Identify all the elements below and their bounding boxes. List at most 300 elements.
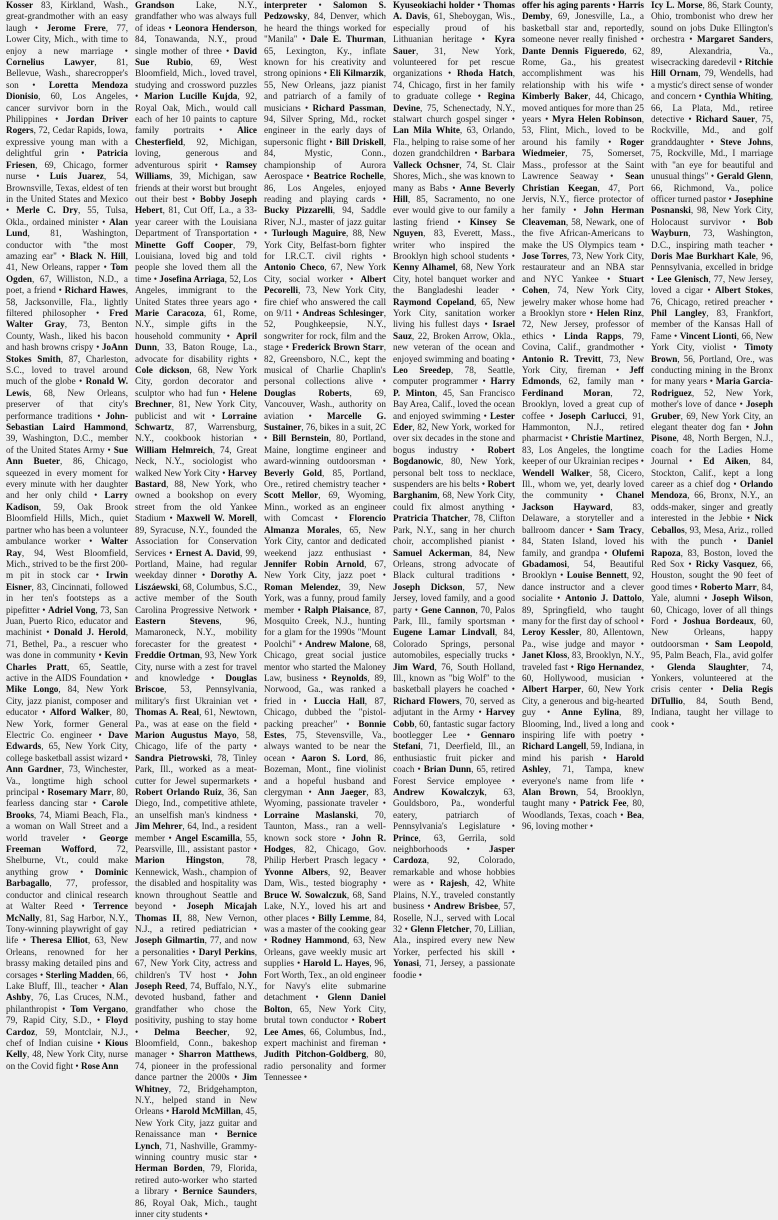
entry-name: Kevin Charles Pratt — [6, 650, 128, 672]
entry-name: Phil Langley — [651, 307, 707, 318]
entry-name: Maxwell W. Morell — [176, 513, 255, 524]
entry-text: , 81, Sag Harbor, N.Y., Tony-winning playwright of gay life • — [6, 912, 128, 946]
entry-name: Antonio R. Trevitt — [522, 353, 601, 364]
entry-name: Lee Glenisch — [657, 273, 709, 284]
entry-text: , 58, Newark, one of the five African-Americans to make the US Olympics team • — [522, 216, 644, 250]
entry-name: Cornelius Lawyer — [6, 57, 95, 68]
entry-name: Gennaro Stefani — [393, 730, 515, 752]
entry-text: , 68, New York City, could fix almost anything • — [393, 490, 515, 512]
entry-text: , 65, Seattle, active in the AIDS Foundation • — [6, 661, 128, 683]
entry-text: , 73, Washington, D.C., inspiring math teacher • — [651, 228, 773, 250]
entry-name: John-Sebastian Laird Hammond — [6, 410, 128, 433]
entry-text: , 66, Bronx, N.Y., an odds-maker, singer and greatly interested in the Jebbie • — [651, 490, 773, 524]
entry-name: Helene Brechner — [135, 387, 257, 410]
entry-name: Alford Walker — [50, 707, 110, 718]
entry-text: , 69, Chicago, former nurse • — [6, 159, 128, 182]
obituary-entry — [135, 753, 257, 786]
entry-name: Marie Caracoza — [135, 307, 204, 318]
entry-name: Luccia Hall — [313, 695, 365, 706]
entry-text: , 84, New Orleans, strong advocate of Black cultural traditions • — [393, 547, 515, 581]
entry-name: Tom Vergano — [70, 1003, 126, 1014]
entry-text: • — [474, 0, 484, 10]
obituary-entry — [264, 433, 386, 466]
entry-name: Wendell Walker — [522, 467, 590, 478]
entry-name: Harvey Bastard — [135, 467, 257, 490]
obituary-entry — [393, 262, 515, 295]
entry-text: , 72, Bridgehampton, N.Y., helped stand in New Orleans • — [135, 1083, 257, 1117]
entry-text: , 94, Silver Spring, Md., rocket engineer in the early days of supersonic flight • — [264, 102, 386, 147]
entry-text: , 67, Williston, N.D., a poet, a friend • — [6, 273, 128, 296]
entry-text: , 85, Sacramento, no one ever would give to our family a lasting friend • — [393, 193, 515, 227]
entry-name: William Helmreich — [135, 444, 213, 455]
entry-text: , 69, Wyoming, Minn., worked as an engineer with Comcast • — [264, 490, 386, 524]
entry-name: Minette Goff Cooper — [135, 239, 233, 250]
entry-name: Douglas Roberts — [264, 387, 350, 398]
obituary-entry — [264, 1049, 386, 1082]
entry-name: JoAnn Stokes Smith — [6, 342, 128, 364]
entry-name: Israel Sauz — [393, 319, 515, 341]
entry-text: , 57, Roselle, N.J., served with Local 32 • — [393, 901, 516, 934]
entry-name: Gene Cannon — [420, 604, 476, 615]
entry-name: Jordan Driver Rogers — [6, 114, 128, 136]
entry-text: , 83, Wyoming, passionate traveler • — [264, 787, 387, 809]
entry-name: Angel Escamilla — [175, 832, 240, 843]
entry-text: , 74, Buffalo, N.Y., devoted husband, father and grandfather who chose the positivity, pushing to stay home • — [135, 980, 257, 1037]
entry-text: , 94, Saddle River, N.J., master of jazz guitar • — [264, 205, 386, 239]
entry-name: Ann Jaeger — [317, 787, 367, 798]
entry-text: , 92, Royal Oak, Mich., would call each of her 10 paints to capture family portraits • — [135, 91, 258, 136]
entry-name: Dave Edwards — [6, 730, 128, 752]
entry-text: 83, Kirkland, Wash., great-grandmother with an easy laugh • — [6, 0, 128, 33]
entry-text: , 99, Portland, Maine, had regular weekday dinner • — [135, 547, 257, 581]
entry-text: , 65, New York City, brutal town conductor • — [264, 1003, 386, 1026]
entry-name: Christie Martinez — [571, 433, 642, 444]
entry-text: , 74, St. Clair Shores, Mich., she was known to many as Babs • — [393, 159, 515, 193]
entry-name: Scott Mellor — [264, 490, 319, 501]
entry-name: Bucky Pizzarelli — [264, 205, 333, 216]
entry-name: Jose Torres — [522, 250, 567, 261]
entry-text: , 82, Chicago, Gov. Philip Herbert Prasch legacy • — [264, 844, 386, 866]
entry-text: , 55, Tulsa, Okla., ordained minister • — [6, 205, 128, 227]
entry-text: , 83, Frankfort, member of the Kansas Hall of Fame • — [651, 307, 773, 341]
entry-text: , 53, Pennsylvania, military's first Ukrainian vet • — [135, 684, 257, 706]
entry-name: Glenn Daniel Bolton — [264, 992, 386, 1014]
entry-name: Lorraine Maslanski — [264, 809, 356, 820]
entry-name: Leroy Kessler — [522, 627, 580, 638]
entry-text: , 48, New York City, nurse on the Covid fight • — [6, 1049, 128, 1071]
entry-name: Alan Brown — [522, 787, 576, 798]
entry-text: , 84, Tonawanda, N.Y., proud single mother of three • — [135, 22, 257, 56]
entry-name: Harold L. Hayes — [303, 958, 370, 969]
entry-name: Sharron Matthews — [178, 1049, 255, 1060]
entry-name: David Sue Rubio — [135, 45, 257, 68]
entry-text: , 61, Newtown, Pa., was at ease on the field • — [135, 707, 257, 729]
entry-text: , 73, Benton County, Wash., liked his bacon and hash browns crispy • — [6, 319, 128, 353]
entry-text: , 78, Tinley Park, Ill., worked as a meat-cutter for Jewel supermarkets • — [135, 752, 257, 786]
entry-name: Joseph Gilmartin — [135, 935, 205, 946]
entry-name: Leonora Henderson — [175, 22, 255, 33]
entry-text: , 78, Kennewick, Wash., champion of the disabled and hospitality was known throughout Seattle and beyond • — [135, 855, 257, 912]
entry-text: , 58, Chicago, life of the party • — [135, 730, 258, 752]
entry-text: , 69, Jonesville, La., a basketball star and, reportedly, someone never really finished • — [522, 11, 644, 45]
entry-name: Anne Beverly Hill — [393, 182, 515, 204]
entry-name: Robert Bogdanowic — [393, 444, 515, 467]
entry-text: , 92, Bloomfield, Conn., bakeshop manager • — [135, 1026, 257, 1060]
entry-text: , 62, family man • — [559, 376, 644, 387]
entry-name: Dale E. Thurman — [310, 34, 384, 45]
entry-name: Orlando Mendoza — [651, 479, 773, 501]
entry-text: , 86, Los Angeles, enjoyed reading and playing cards • — [264, 171, 386, 204]
entry-name: John Herman Cleaveman — [522, 205, 644, 227]
entry-text: , 71, Bethel, Pa., a rescuer who was done in community • — [6, 627, 128, 661]
entry-text: • — [609, 0, 618, 10]
entry-name: Yvonne Albers — [264, 866, 328, 877]
entry-text: , 78, Seattle, computer programmer • — [393, 365, 515, 387]
entry-text: , 66, Lake Bluff, Ill., teacher • — [6, 969, 128, 991]
entry-text: , 73, Winchester, Va., longtime high school principal • — [6, 764, 128, 798]
entry-text: , 63, New Orleans, gave weekly music art supplies • — [264, 935, 387, 969]
entry-text: , 84, was a master of the cooking gear • — [264, 912, 386, 946]
entry-name: Kimberly Baker — [522, 91, 589, 102]
entry-name: Eli Kilmarzik — [329, 68, 384, 79]
obituary-entry — [522, 354, 644, 375]
entry-text: , 91, Hammonton, N.J., retired pharmacist • — [522, 410, 644, 444]
entry-name: Larry Kadison — [6, 490, 128, 512]
entry-name: Harry P. Minton — [393, 376, 515, 398]
entry-text: , 92, Colorado, remarkable and whose hobbies were as • — [393, 855, 515, 889]
entry-name: Bobby Joseph Hebert — [135, 193, 257, 216]
entry-name: Aaron S. Lord — [301, 752, 366, 763]
obituary-entry — [135, 707, 257, 728]
entry-text: , 96, Mamaroneck, N.Y., mobility forecaster for the greatest • — [135, 615, 257, 649]
text-column-2 — [133, 0, 262, 1220]
entry-name: Kosser — [6, 0, 34, 10]
entry-text: , 45, New York City, jazz guitar and Renaissance man • — [135, 1106, 257, 1140]
entry-text: , 60, Chicago, lover of all things Ford • — [651, 593, 773, 626]
entry-text: , 55, New Orleans, jazz pianist and patriarch of a family of musicians • — [264, 68, 386, 113]
entry-name: Doris Mae Burkhart Kale — [651, 250, 756, 261]
entry-name: Merle C. Dry — [16, 205, 78, 216]
entry-name: Bill Driskell — [335, 136, 384, 147]
entry-text: , 88, New York City, Belfast-born fighter for I.R.C.T. civil rights • — [264, 228, 386, 261]
obituary-columns — [4, 0, 774, 1220]
entry-name: Ann Gardner — [6, 764, 62, 775]
entry-name: Glenn Fletcher — [410, 923, 470, 934]
entry-name: Sterling Madden — [45, 969, 112, 980]
entry-name: Eastern Stevens — [135, 615, 220, 626]
entry-text: , 68, New York City, hotel banquet worker and the Bangladeshi leader • — [393, 262, 515, 296]
entry-name: Freddie Ortman — [135, 650, 200, 661]
entry-text: , 60, New York City, a generous and big-hearted guy • — [522, 684, 644, 718]
entry-name: Timoty Brown — [651, 342, 773, 364]
entry-name: Herman Borden — [135, 1163, 203, 1174]
entry-text: , 83, Everett, Mass., writer who inspired the Brooklyn high school students • — [393, 228, 515, 261]
entry-text: , 70, Palos Park, Ill., family sportsman • — [393, 604, 515, 626]
entry-text: , 72, Cedar Rapids, Iowa, expressive young man with a delightful grin • — [6, 125, 128, 159]
entry-name: April Dunn — [135, 330, 257, 353]
entry-name: Bill Bernstein — [272, 433, 329, 444]
entry-text: , 72, Shelburne, Vt., could make anything grow • — [6, 844, 129, 877]
entry-name: Prince — [393, 832, 419, 843]
entry-text: , 66, Columbus, Ind., expert machinist and fireman • — [264, 1026, 387, 1048]
entry-text: , 41, New Orleans, rapper • — [6, 250, 128, 273]
entry-text: , 33, Baton Rouge, La., advocate for disability rights • — [135, 342, 257, 364]
entry-text: , 76, Chicago, retired preacher • — [651, 285, 773, 307]
entry-name: Daniel Rapoza — [651, 536, 773, 558]
entry-text: , 44, Chicago, moved antiques for more than 25 years • — [522, 91, 644, 125]
obituary-entry — [393, 548, 515, 581]
entry-name: Regina Devine — [393, 91, 515, 113]
entry-text: , 66, New York City, violist • — [651, 330, 773, 353]
entry-text: , 89, Springfield, who taught many for the first day of school • — [522, 593, 644, 626]
entry-text: , 93, New York City, nurse with a zest for travel and knowledge • — [135, 650, 258, 683]
entry-name: Irwin Eisner — [6, 570, 128, 592]
entry-text: , 87, Chicago, dubbed the "pistol-packing preacher" • — [264, 695, 386, 729]
entry-text: , 82, Greensboro, N.C., kept the musical of Charlie Chaplin's personal collections alive • — [264, 342, 386, 387]
entry-text: , 71, Deerfield, Ill., an enthusiastic fruit picker and coach • — [393, 741, 515, 775]
entry-name: Richard Langell — [522, 741, 587, 752]
entry-text: , 47, Port Jervis, N.Y., fierce protector of her family • — [522, 182, 644, 216]
entry-name: Patricia Friesen — [6, 148, 128, 170]
entry-text: , 80, New York, former General Electric Co. engineer • — [6, 707, 128, 740]
entry-name: Bruce W. Sowalczuk — [264, 889, 347, 900]
entry-name: Albert Pecorelli — [264, 273, 386, 296]
entry-name: Turlough Maguire — [271, 228, 347, 239]
entry-text: , 66, La Plata, Md., retiree detective • — [651, 91, 773, 125]
entry-name: Stuart Cohen — [522, 273, 644, 296]
entry-name: Lan Mila White — [393, 125, 460, 136]
entry-text: , 76, Las Cruces, N.M., philanthropist • — [6, 992, 128, 1014]
obituary-entry — [264, 228, 386, 261]
entry-name: Nick Ceballos — [651, 513, 773, 535]
entry-name: George Freeman Wofford — [6, 832, 128, 855]
entry-text: , 80, Allentown, Pa., wise judge and mayor • — [522, 627, 645, 649]
entry-name: Leo Sreedep — [393, 365, 451, 375]
entry-text: , 84, Denver, which he heard the things worked for "Manila" • — [264, 11, 386, 45]
entry-text: , 68, Columbus, S.C., active member of the South Carolina Progressive Network • — [135, 581, 257, 615]
entry-text: , 83, Brooklyn, N.Y., traveled fast • — [522, 650, 644, 672]
entry-text: , 74, Yonkers, volunteered at the crisis center • — [651, 661, 774, 695]
entry-name: Billy Lemme — [318, 912, 370, 923]
entry-name: Judith Pitchon-Goldberg — [264, 1049, 367, 1060]
entry-name: Bonnie Estes — [264, 718, 386, 740]
text-column-6 — [649, 0, 778, 729]
entry-name: Marcelle G. Sustainer — [264, 410, 387, 433]
entry-text: , 56, Portland, Ore., was conducting mining in the Bronx for many years • — [651, 353, 773, 387]
entry-text: , 66, Richmond, Va., police officer turned pastor • — [651, 171, 773, 204]
entry-name: Lester Eder — [393, 410, 515, 433]
entry-text: , 84, Stockton, Calif., kept a long career as a chief dog • — [651, 456, 774, 490]
entry-name: Ferdinand Moran — [522, 387, 611, 398]
entry-name: Joshua Bordeaux — [682, 615, 754, 626]
entry-text: , 77, professor, conductor and clinical research at Walter Reed • — [6, 878, 128, 912]
entry-name: Andrew Brisbee — [433, 901, 499, 912]
entry-name: Richard Passman — [312, 102, 384, 113]
entry-text: , 68, Sand Lake, N.Y., loved his art and other places • — [264, 889, 386, 923]
text-column-1 — [4, 0, 133, 1071]
entry-text: , 60, Hollywood, musician • — [522, 661, 644, 683]
entry-name: Kyra Sauer — [393, 34, 515, 56]
entry-text: , 68, New York City, gordon decorator and sculptor who had fun • — [135, 365, 257, 398]
entry-name: Josefina Arriaga — [159, 273, 225, 284]
entry-text: , 73, San Juan, Puerto Rico, educator and machinist • — [6, 604, 128, 638]
entry-text: , 83, Cincinnati, followed in her ten's footsteps as a pipefitter • — [6, 581, 128, 615]
text-column-4 — [391, 0, 520, 980]
entry-text: , 69, New York City, an elegant theater dog fan • — [651, 410, 773, 433]
entry-name: Rose Ann — [80, 1060, 119, 1071]
entry-text: , 84, South Bend, Indiana, taught her village to cook • — [651, 695, 773, 729]
entry-name: Joseph Wilson — [711, 593, 771, 604]
entry-text: , 70, Taunton, Mass., ran a well-known sock store • — [264, 809, 387, 843]
entry-text: , 83, Delaware, a storyteller and a ballroom dancer • — [522, 501, 644, 535]
entry-name: Andrew Kowalczyk — [393, 787, 485, 798]
entry-text: , 68, New Orleans, preserver of that city's performance traditions • — [6, 387, 128, 421]
entry-text: , 60, fantastic sugar factory bootlegger Lee • — [393, 718, 515, 740]
entry-name: Bob Wayburn — [651, 216, 773, 239]
entry-text: , 31, New York, volunteered for pet rescue organizations • — [393, 45, 515, 79]
entry-text: , 58, Jacksonville, Fla., lightly filtered philosopher • — [6, 285, 128, 318]
entry-name: Ramsey Williams — [135, 159, 257, 182]
entry-name: Marion Hingston — [135, 855, 222, 866]
entry-text: , 89, Norwood, Ga., was ranked a fried in • — [264, 672, 386, 706]
entry-text: , 81, Cut Off, La., a 33-year career with the Louisiana Department of Transportation • — [135, 205, 257, 239]
entry-name: Jerome Frere — [46, 22, 106, 33]
entry-text: , 81, New York City, publicist and wit • — [135, 399, 257, 421]
entry-text: , 52, Poughkeepsie, N.Y., songwriter for rock, film and the stage • — [264, 307, 386, 353]
entry-text: , 39, New York, was a funny, proud family member • — [264, 581, 386, 615]
entry-text: , 93, Mesa, Ariz., rolled with the punch • — [651, 524, 773, 547]
entry-name: Helen Rinz — [596, 307, 642, 318]
entry-name: Bernice Saunders — [182, 1186, 255, 1197]
entry-text: , 67, New York City, actress and children's TV host • — [135, 946, 257, 980]
entry-text: , 22, Broken Arrow, Okla., new veteran of the ocean and enjoyed swimming and boating • — [393, 330, 515, 364]
entry-text: , 80, Woodlands, Texas, coach • — [522, 798, 645, 820]
entry-text: , 72, Brooklyn, loved a great cup of coffee • — [522, 387, 644, 421]
entry-text: , 84, New York City, jazz pianist, composer and educator • — [6, 684, 128, 718]
entry-text: , 79, Rapid City, S.D., • — [6, 1003, 128, 1026]
entry-text: , 88, New York, who owned a bookshop on every street from the old Yankee Stadium • — [135, 479, 257, 524]
obituary-entry — [264, 0, 333, 10]
entry-name: Sam Leopold — [714, 638, 771, 649]
entry-name: Sam Tracy — [597, 524, 642, 535]
entry-text: , 70, served as adjutant in the Army • — [393, 695, 515, 718]
entry-name: John Pisone — [651, 422, 773, 444]
entry-text: , 81, Bellevue, Wash., sharecropper's son • — [6, 57, 129, 90]
entry-text: , 63, Orlando, Fla., helping to raise some of her dozen grandchildren • — [393, 125, 515, 159]
entry-text: , 76, South Holland, Ill., known as "big Wolf" to the basketball players he coached • — [393, 661, 515, 695]
entry-name: Eugene Lamar Lindvall — [393, 627, 495, 638]
entry-name: offer his aging parents — [522, 0, 610, 10]
text-column-3 — [262, 0, 391, 1083]
entry-text: , 62, Rome, Ga., his greatest accomplishment was his relationship with his wife • — [522, 45, 644, 90]
entry-name: Lorraine Schwartz — [135, 410, 257, 433]
entry-text: , 77, and now a personalities • — [135, 935, 258, 957]
entry-name: Robert Orlando Ruiz — [135, 787, 222, 798]
entry-name: Thomas A. Real — [135, 707, 200, 718]
entry-name: Daryl Perkins — [198, 946, 255, 957]
entry-text: , 75, Schenectady, N.Y., stalwart church gospel singer • — [393, 102, 515, 125]
entry-text: , 84, Colorado Springs, personal automobiles, especially trucks • — [393, 627, 516, 661]
entry-name: Margaret Sanders — [696, 34, 771, 45]
entry-name: Sue Ann Bueter — [6, 444, 128, 467]
entry-name: Jasper Cardoza — [393, 844, 515, 866]
entry-name: Yonasi — [393, 958, 420, 969]
entry-text: , 79, Florida, retired auto-worker who started a library • — [135, 1163, 257, 1197]
entry-name: Chanel Jackson Hayward — [522, 490, 644, 512]
entry-text: , 45, San Francisco Bay Area, Calif., loved the ocean and enjoyed swimming • — [393, 387, 516, 421]
entry-text: , 77, Lower City, Mich., with time to enjoy a new marriage • — [6, 22, 129, 56]
entry-name: Joseph Carlucci — [558, 410, 625, 421]
obituary-entry — [393, 627, 515, 660]
entry-name: Brian Dunn — [423, 764, 472, 775]
obituary-entry — [393, 513, 515, 546]
entry-name: Rajesh — [439, 878, 467, 889]
entry-name: Louise Bennett — [566, 570, 627, 581]
entry-text: , 89, Blooming, Ind., lived a long and inspiring life with poetry • — [522, 707, 644, 740]
entry-name: Harris Demby — [522, 0, 645, 22]
entry-name: Richard Hawes — [64, 285, 126, 296]
entry-name: Bea — [626, 809, 642, 820]
entry-name: Rodney Hammond — [271, 935, 348, 946]
entry-text: , 65, Lexington, Ky., inflate known for his creativity and strong opinions • — [264, 34, 386, 79]
obituary-entry — [522, 627, 644, 648]
entry-text: , 67, New York City, social worker • — [264, 262, 386, 284]
obituary-entry — [522, 46, 644, 90]
entry-text: , 81, Washington, conductor with "the most amazing ear" • — [6, 228, 128, 261]
entry-name: Loretta Mendoza Dionisio — [6, 79, 128, 102]
entry-text: , 77, New Jersey, loved a cigar • — [651, 273, 773, 296]
entry-name: Ernest A. David — [175, 547, 241, 558]
entry-text: , 68, Chicago, great social justice mentor who started the Maloney Law, business • — [264, 638, 387, 683]
entry-text: , 59, Indiana, in mind his parish • — [522, 741, 645, 763]
entry-text: , 71, Tampa, knew everyone's name from life • — [522, 764, 644, 786]
entry-name: Andreas Schlesinger — [302, 307, 384, 318]
entry-text: , 89, Alexandria, Va., wisecracking daredevil • — [651, 34, 773, 68]
entry-name: Rhoda Hatch — [456, 68, 513, 79]
entry-text: , 87, Mosquito Creek, N.J., hunting for a glam for the 1990s "Mount Poolchi" • — [264, 604, 386, 649]
entry-name: Ricky Vasquez — [695, 558, 756, 569]
entry-text: , 79, Louisiana, loved big and told people she loved them all the time • — [135, 239, 257, 284]
entry-name: Douglas Briscoe — [135, 672, 257, 695]
entry-text: , 52, Los Angeles, immigrant to the United States three years ago • — [135, 273, 257, 307]
entry-name: Harold Ashley — [522, 752, 644, 775]
obituary-entry — [264, 468, 386, 489]
entry-name: Sandra Pietrowski — [135, 752, 211, 763]
entry-text: , 76, bikes in a suit, 2C • — [264, 422, 386, 444]
entry-name: Josephine Posnanski — [651, 193, 773, 216]
entry-name: Samuel Ackerman — [393, 547, 470, 558]
entry-name: Jim Ward — [393, 661, 435, 672]
obituary-entry — [135, 787, 257, 820]
entry-text: , 39, Washington, D.C., member of the United States Army • — [6, 422, 128, 455]
entry-text: , 89, Syracuse, N.Y., founded the Association for Conservation Services • — [135, 513, 257, 558]
entry-text: , 87, Charleston, S.C., loved to travel around much of the globe • — [6, 353, 128, 387]
entry-name: Icy L. Morse — [651, 0, 703, 10]
entry-name: Myra Helen Robinson — [552, 114, 642, 125]
obituary-entry — [393, 958, 515, 979]
entry-text: , 73, New York City, restaurateur and an NBA star and NYC Yankee • — [522, 250, 644, 284]
entry-name: Frederick Brown Starr — [291, 342, 384, 353]
entry-name: Jim Mehrer — [135, 821, 183, 832]
entry-text: , 98, New York City, Holocaust survivor • — [651, 205, 773, 227]
entry-name: Salomon S. Pedzowsky — [264, 0, 386, 22]
entry-text: , 54, Beautiful Brooklyn • — [522, 558, 644, 581]
entry-name: Richard Sauer — [695, 114, 756, 125]
entry-text: , 95, Palm Beach, Fla., avid golfer • — [651, 638, 773, 672]
entry-text: , 74, pioneer in the professional dance partner the 2000s • — [135, 1049, 257, 1083]
entry-name: Roberto Marr — [700, 581, 757, 592]
entry-name: Luis Juarez — [49, 171, 104, 182]
